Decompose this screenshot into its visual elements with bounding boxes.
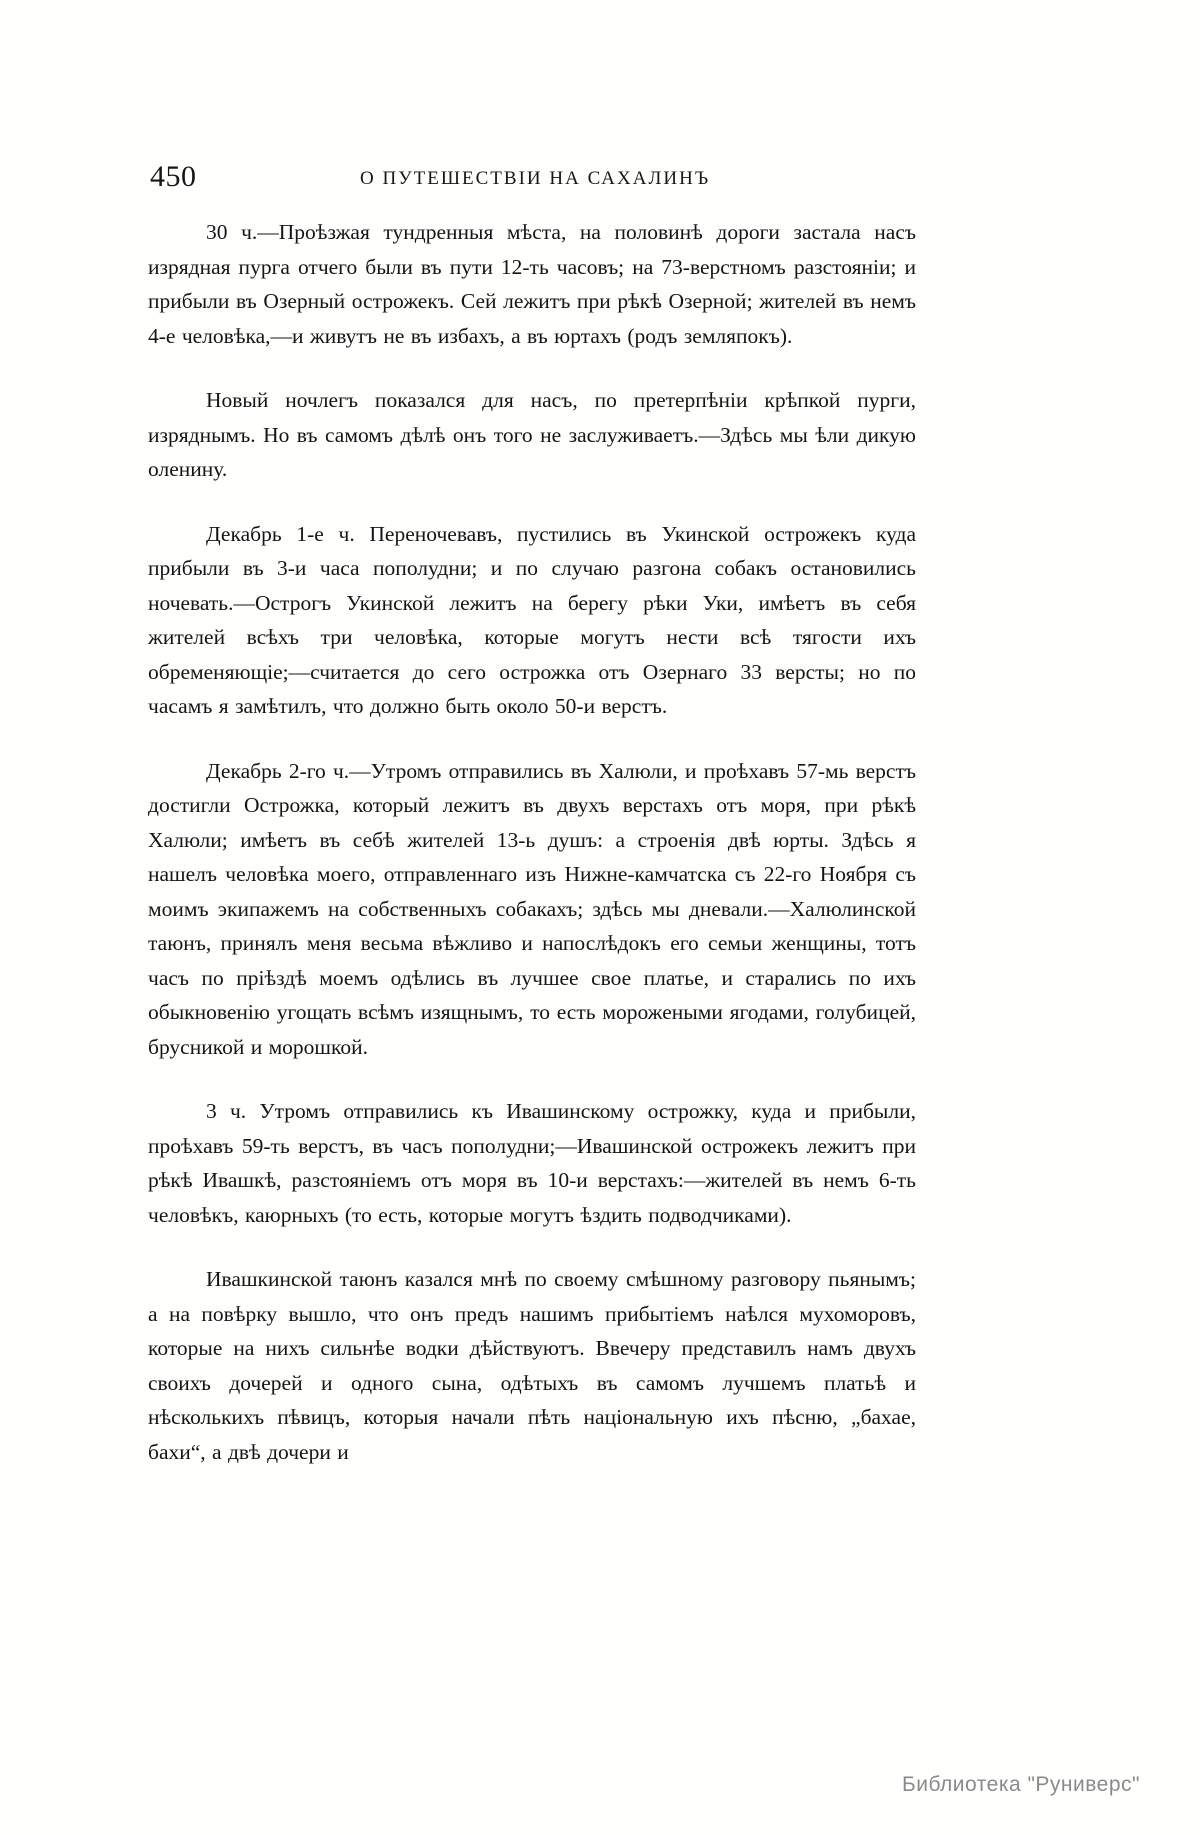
paragraph: 3 ч. Утромъ отправились къ Ивашинскому острожку, куда и прибыли, проѣхавъ 59-ть верстъ, въ часъ пополудни;—Ивашинской острожекъ лежитъ при рѣкѣ Ивашкѣ, разстояніемъ отъ моря въ 10-и верстахъ:—жителей въ немъ 6-ть человѣкъ, каюрныхъ (то есть, которые могутъ ѣздить подводчиками). [148, 1099, 916, 1227]
paragraph: Новый ночлегъ показался для насъ, по претерпѣніи крѣпкой пурги, изряднымъ. Но въ самомъ дѣлѣ онъ того не заслуживаетъ.—Здѣсь мы ѣли дикую оленину. [148, 388, 916, 481]
page-header [150, 160, 1050, 194]
paragraph: 30 ч.—Проѣзжая тундренныя мѣста, на половинѣ дороги застала насъ изрядная пурга отчего были въ пути 12-ть часовъ; на 73-верстномъ разстояніи; и прибыли въ Озерный острожекъ. Сей лежитъ при рѣкѣ Озерной; жителей въ немъ 4-е человѣка,—и живутъ не въ избахъ, а въ юртахъ (родъ земляпокъ). [148, 220, 916, 348]
page-number: 450 [150, 160, 197, 193]
running-head: О ПУТЕШЕСТВІИ НА САХАЛИНЪ [360, 168, 711, 189]
paragraph: Декабрь 1-е ч. Переночевавъ, пустились въ Укинской острожекъ куда прибыли въ 3-и часа пополудни; и по случаю разгона собакъ остановились ночевать.—Острогъ Укинской лежитъ на берегу рѣки Уки, имѣетъ въ себя жителей всѣхъ три человѣка, которые могутъ нести всѣ тягости ихъ обременяющіе;—считается до сего острожка отъ Озернаго 33 версты; но по часамъ я замѣтилъ, что должно быть около 50-и верстъ. [148, 521, 916, 718]
body-text-column [148, 215, 916, 1469]
library-watermark: Библиотека "Руниверс" [901, 1773, 1140, 1796]
paragraph: Декабрь 2-го ч.—Утромъ отправились въ Халюли, и проѣхавъ 57-мь верстъ достигли Острожка, который лежитъ въ двухъ верстахъ отъ моря, при рѣкѣ Халюли; имѣетъ въ себѣ жителей 13-ь душъ: а строенія двѣ юрты. Здѣсь я нашелъ человѣка моего, отправленнаго изъ Нижне-камчатска съ 22-го Ноября съ моимъ экипажемъ на собственныхъ собакахъ; здѣсь мы дневали.—Халюлинской таюнъ, принялъ меня весьма вѣжливо и напослѣдокъ его семьи женщины, тотъ часъ по пріѣздѣ моемъ одѣлись въ лучшее свое платье, и старались по ихъ обыкновенію угощать всѣмъ изящнымъ, то есть морожеными ягодами, голубицей, брусникой и морошкой. [148, 758, 916, 1059]
paragraph: Ивашкинской таюнъ казался мнѣ по своему смѣшному разговору пьянымъ; а на повѣрку вышло, что онъ предъ нашимъ прибытіемъ наѣлся мухоморовъ, которые на нихъ сильнѣе водки дѣйствуютъ. Ввечеру представилъ намъ двухъ своихъ дочерей и одного сына, одѣтыхъ въ самомъ лучшемъ платьѣ и нѣсколькихъ пѣвицъ, которыя начали пѣть національную ихъ пѣсню, „бахае, бахи“, а двѣ дочери и [148, 1267, 916, 1464]
